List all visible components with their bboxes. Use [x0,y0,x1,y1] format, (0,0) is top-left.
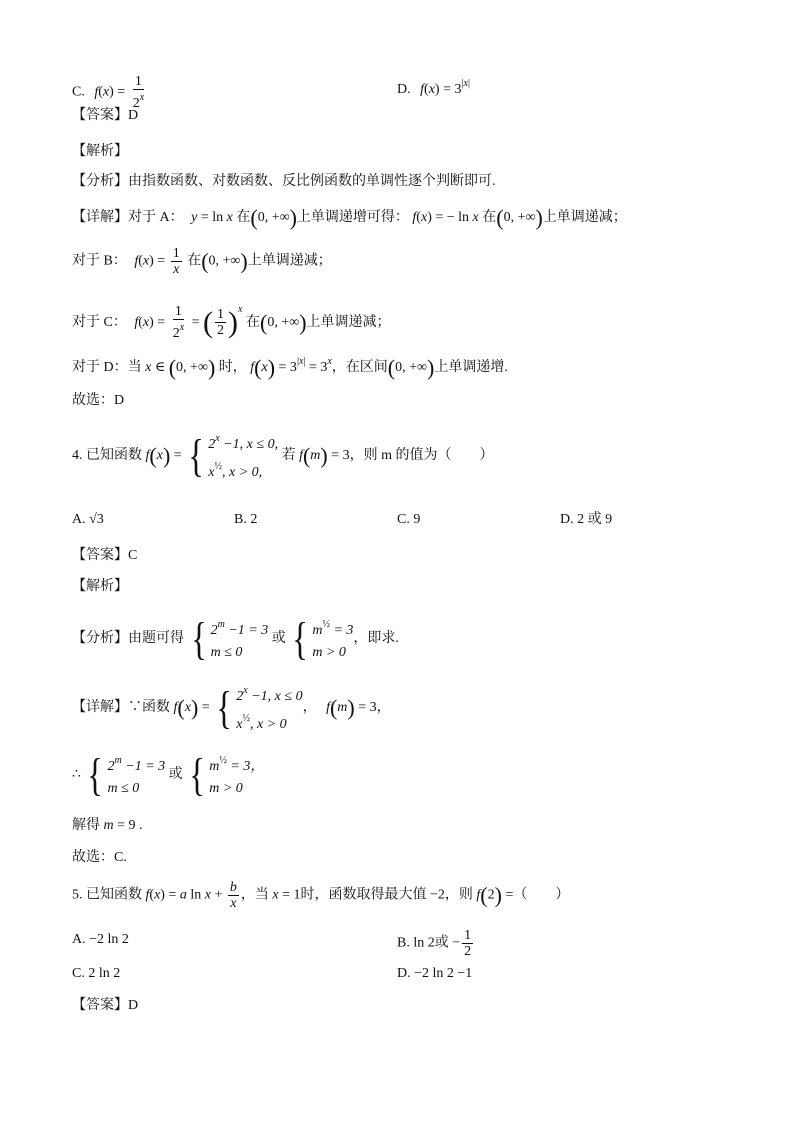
answer-4: 【答案】C [72,548,138,563]
answer-5: 【答案】D [72,998,139,1013]
q4-option-b[interactable]: B. 2 [234,512,258,527]
detail-3-a: 【详解】对于 A： y = ln x 在(0, +∞)上单调递增可得： f(x) = − ln x 在(0, +∞)上单调递减； [72,205,627,230]
answer-3: 【答案】D [72,108,139,123]
detail-3-b: 对于 B： f(x) = $\frac{1}{x}$ 在(0, +∞)上单调递减； [72,246,332,277]
analysis-header-3: 【解析】 [72,144,128,159]
analysis-header-4: 【解析】 [72,579,128,594]
analysis-3: 【分析】由指数函数、对数函数、反比例函数的单调性逐个判断即可. [72,174,496,189]
analysis-4: 【分析】由题可得 { $2^m -1 = 3$ m ≤ 0 或 { $m^{\frac{1}{2}} = 3$ m > 0 ，即求. [72,613,399,664]
q5-option-b[interactable]: B. ln 2或 − $\frac{1}{2}$ [397,928,472,959]
q4-option-d[interactable]: D. 2 或 9 [560,512,613,527]
select-3: 故选：D [72,393,125,408]
therefore-4: ∴ { $2^m -1 = 3$ m ≤ 0 或 { $m^{\frac{1}{2}} = 3$， m > 0 [72,749,265,800]
detail-3-c: 对于 C： f(x) = $\frac{1}{2^x}$ = ( $\frac{1}{2}$ )$^x$ 在(0, +∞)上单调递减； [72,304,391,342]
option-c-prev: C. f(x) = $\frac{1}{2^x}$ [72,74,145,111]
select-4: 故选：C. [72,850,127,865]
q4-option-a[interactable]: A. √3 [72,512,104,527]
option-d-prev: D. $f(x) = 3^{|x|}$ [397,78,470,97]
detail-4: 【详解】∵函数 f(x) = { $2^x -1$, x ≤ 0 $x^{\frac{1}{2}}$, x > 0 ， f(m) = 3， [72,682,391,733]
q5-option-c[interactable]: C. 2 ln 2 [72,966,121,981]
solve-4: 解得 m = 9 . [72,818,143,833]
q5-option-a[interactable]: A. −2 ln 2 [72,932,129,947]
question-4: 4. 已知函数 f(x) = { $2^x -1$, x ≤ 0, $x^{\frac{1}{2}}$, x > 0, 若 f(m) = 3，则 m 的值为（ ） [72,430,494,481]
question-5: 5. 已知函数 f(x) = a ln x + $\frac{b}{x}$ ，当 x = 1时，函数取得最大值 −2，则 f(2) =（ ） [72,880,570,911]
detail-3-d: 对于 D：当 x ∈ (0, +∞) 时， $f(x) = 3^{|x|} = 3^x$，在区间(0, +∞)上单调递增. [72,354,508,380]
q4-option-c[interactable]: C. 9 [397,512,421,527]
q5-option-d[interactable]: D. −2 ln 2 −1 [397,966,473,981]
